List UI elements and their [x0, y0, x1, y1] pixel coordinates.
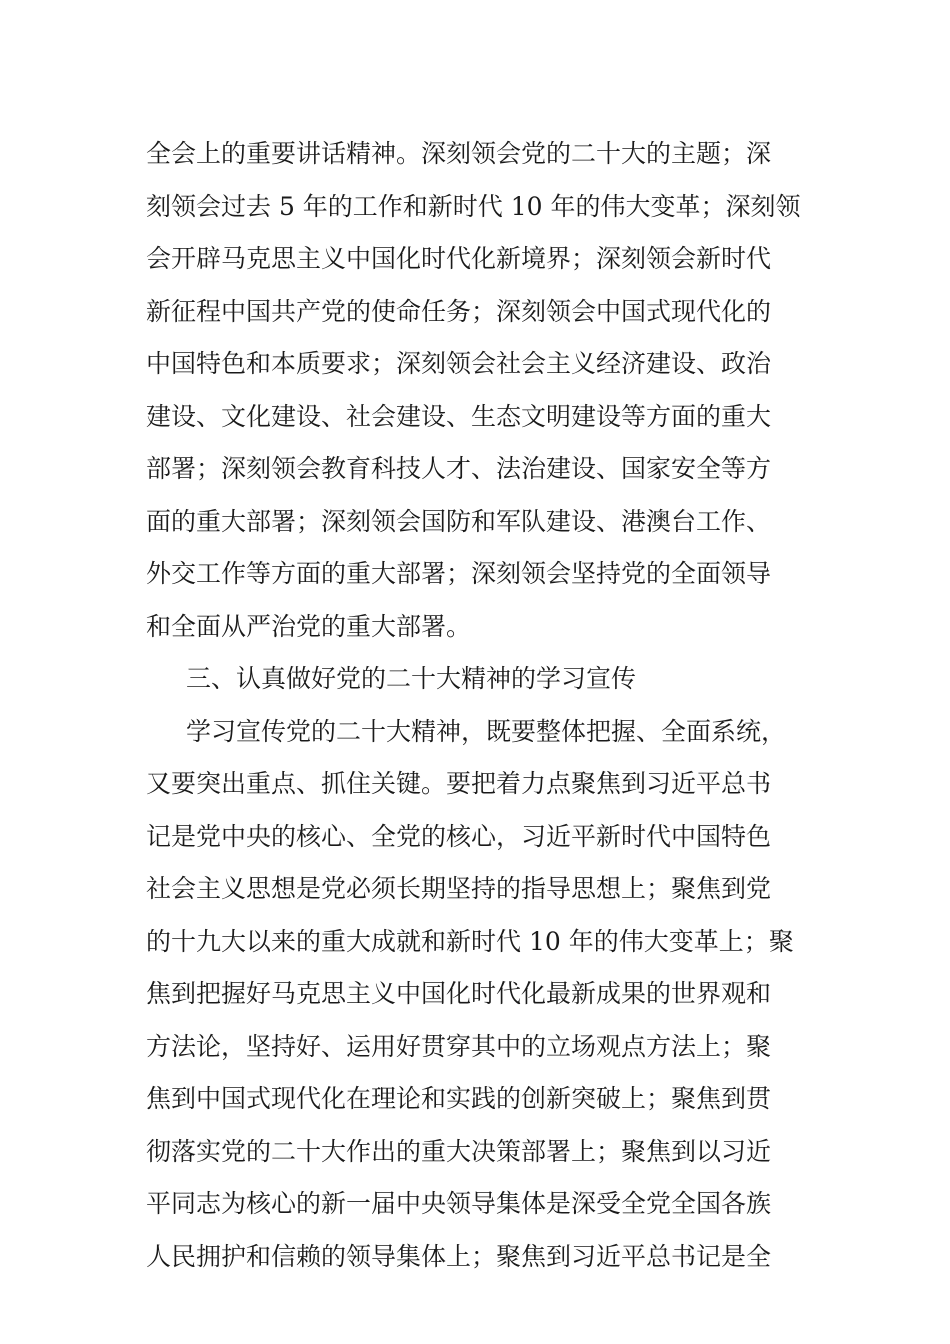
paragraph-line: 人民拥护和信赖的领导集体上；聚焦到习近平总书记是全 [146, 1241, 772, 1271]
paragraph-line: 面的重大部署；深刻领会国防和军队建设、港澳台工作、 [146, 506, 772, 536]
paragraph-line: 焦到把握好马克思主义中国化时代化最新成果的世界观和 [146, 979, 772, 1008]
paragraph-line: 刻领会过去 5 年的工作和新时代 10 年的伟大变革；深刻领 [146, 191, 801, 221]
paragraph-line: 外交工作等方面的重大部署；深刻领会坚持党的全面领导 [146, 559, 772, 588]
section-heading: 三、认真做好党的二十大精神的学习宣传 [186, 664, 637, 693]
paragraph-line: 部署；深刻领会教育科技人才、法治建设、国家安全等方 [146, 454, 772, 483]
paragraph-line: 学习宣传党的二十大精神，既要整体把握、全面系统， [186, 716, 787, 746]
paragraph-line: 会开辟马克思主义中国化时代化新境界；深刻领会新时代 [146, 244, 772, 273]
paragraph-line: 建设、文化建设、社会建设、生态文明建设等方面的重大 [146, 401, 772, 431]
paragraph-line: 又要突出重点、抓住关键。要把着力点聚焦到习近平总书 [146, 769, 772, 798]
paragraph-line: 方法论，坚持好、运用好贯穿其中的立场观点方法上；聚 [146, 1031, 772, 1061]
paragraph-line: 新征程中国共产党的使命任务；深刻领会中国式现代化的 [146, 296, 772, 326]
paragraph-line: 彻落实党的二十大作出的重大决策部署上；聚焦到以习近 [146, 1136, 772, 1166]
paragraph-line: 的十九大以来的重大成就和新时代 10 年的伟大变革上；聚 [146, 926, 794, 956]
paragraph-line: 平同志为核心的新一届中央领导集体是深受全党全国各族 [146, 1189, 772, 1218]
paragraph-line: 中国特色和本质要求；深刻领会社会主义经济建设、政治 [146, 349, 772, 378]
paragraph-line: 和全面从严治党的重大部署。 [146, 611, 472, 641]
paragraph-line: 焦到中国式现代化在理论和实践的创新突破上；聚焦到贯 [146, 1084, 772, 1113]
paragraph-line: 社会主义思想是党必须长期坚持的指导思想上；聚焦到党 [146, 874, 772, 903]
paragraph-line: 记是党中央的核心、全党的核心，习近平新时代中国特色 [146, 821, 772, 851]
paragraph-line: 全会上的重要讲话精神。深刻领会党的二十大的主题；深 [146, 139, 772, 168]
document-body [146, 128, 808, 1283]
